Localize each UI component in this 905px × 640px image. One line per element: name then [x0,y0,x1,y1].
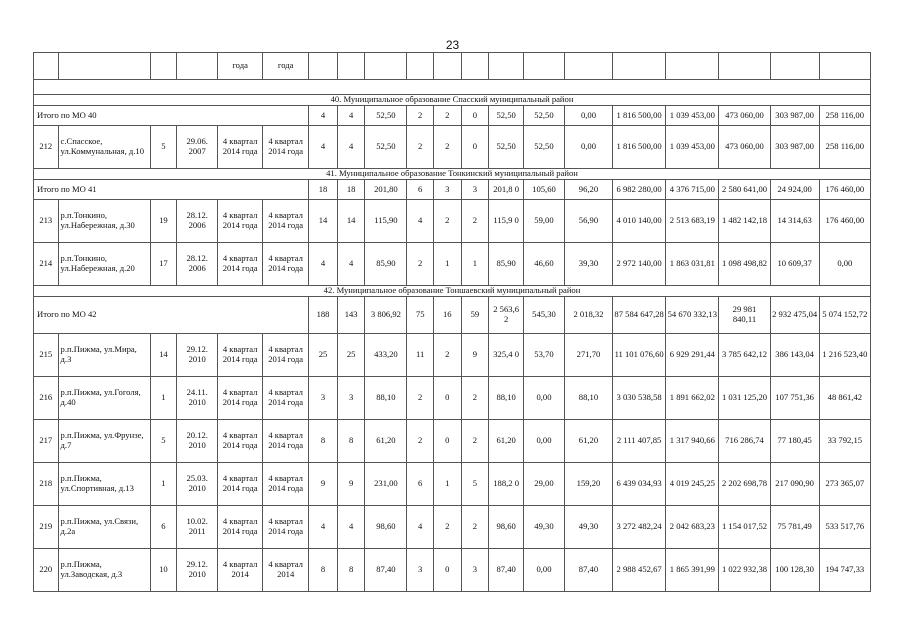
total-cell: 2 563,6 2 [489,297,524,334]
table-cell: 1 317 940,66 [666,420,719,463]
table-cell: 61,20 [489,420,524,463]
section-title: 40. Муниципальное образование Спасский муниципальный район [34,95,871,106]
table-cell: 159,20 [564,463,612,506]
total-cell: 1 039 453,00 [666,106,719,126]
table-cell: 303 987,00 [770,126,819,169]
total-cell: 303 987,00 [770,106,819,126]
date-cell: 10.02. 2011 [177,506,218,549]
row-number: 216 [34,377,59,420]
table-cell: 85,90 [365,243,407,286]
table-body [34,53,871,592]
table-cell: 48 861,42 [819,377,870,420]
table-cell: 9 [309,463,338,506]
table-cell: 2 972 140,00 [613,243,666,286]
total-cell: 1 816 500,00 [613,106,666,126]
table-cell: 115,9 0 [489,200,524,243]
total-cell: 201,80 [365,180,407,200]
address-cell: р.п.Пижма, ул.Фрунзе, д.7 [58,420,150,463]
table-cell: 2 [407,126,434,169]
table-cell: 8 [337,549,365,592]
table-cell: 11 [407,334,434,377]
table-cell: 1 891 662,02 [666,377,719,420]
table-cell: 2 [461,200,489,243]
total-cell: 5 074 152,72 [819,297,870,334]
table-cell: 0,00 [564,126,612,169]
total-cell: 75 [407,297,434,334]
total-label: Итого по МО 41 [34,180,309,200]
table-row [34,463,871,506]
table-cell: 3 [461,549,489,592]
row-number: 217 [34,420,59,463]
table-cell: 107 751,36 [770,377,819,420]
table-cell: 2 [407,420,434,463]
total-cell: 0 [461,106,489,126]
deadline-cell: 4 квартал 2014 года [218,377,263,420]
deadline-cell: 4 квартал 2014 года [218,463,263,506]
table-cell: 4 [407,506,434,549]
table-cell: 52,50 [365,126,407,169]
total-cell: 4 [337,106,365,126]
table-cell: 231,00 [365,463,407,506]
table-cell: 433,20 [365,334,407,377]
table-cell: 2 [433,126,461,169]
page-number: 23 [445,38,460,52]
table-cell: 25 [309,334,338,377]
table-cell: 2 042 683,23 [666,506,719,549]
table-cell: 2 202 698,78 [719,463,770,506]
table-cell: 2 513 683,19 [666,200,719,243]
table-cell: 46,60 [524,243,565,286]
table-cell: 2 [407,243,434,286]
total-cell: 87 584 647,28 [613,297,666,334]
date-cell: 24.11. 2010 [177,377,218,420]
table-cell: 0 [433,549,461,592]
deadline-cell: 4 квартал 2014 года [263,243,309,286]
table-cell: 1 482 142,18 [719,200,770,243]
table-cell: 1 216 523,40 [819,334,870,377]
table-cell: 1 154 017,52 [719,506,770,549]
total-cell: 6 [407,180,434,200]
table-cell: 1 865 391,99 [666,549,719,592]
table-cell: 1 [150,377,177,420]
address-cell: р.п.Пижма, ул.Гоголя, д.40 [58,377,150,420]
table-cell: 5 [150,420,177,463]
address-cell: р.п.Тонкино, ул.Набережная, д.20 [58,243,150,286]
table-cell: 33 792,15 [819,420,870,463]
address-cell: р.п.Пижма, ул.Заводская, д.3 [58,549,150,592]
table-cell: 4 [309,126,338,169]
table-cell: 8 [337,420,365,463]
row-number: 212 [34,126,59,169]
total-cell: 258 116,00 [819,106,870,126]
table-cell: 217 090,90 [770,463,819,506]
table-cell: 0,00 [819,243,870,286]
table-cell: 25 [337,334,365,377]
table-cell: 0,00 [524,377,565,420]
table-cell: 6 [150,506,177,549]
table-cell: 4 [337,506,365,549]
table-cell: 8 [309,420,338,463]
table-cell: 1 [150,463,177,506]
table-cell: 56,90 [564,200,612,243]
table-cell: 1 [433,243,461,286]
spacer-row [34,80,871,95]
table-row [34,334,871,377]
table-cell: 52,50 [489,126,524,169]
date-cell: 25.03. 2010 [177,463,218,506]
address-cell: р.п.Пижма, ул.Мира, д.3 [58,334,150,377]
deadline-cell: 4 квартал 2014 года [218,420,263,463]
table-cell: 716 286,74 [719,420,770,463]
section-title-row [34,95,871,106]
table-cell: 1 022 932,38 [719,549,770,592]
deadline-cell: 4 квартал 2014 [218,549,263,592]
table-cell: 386 143,04 [770,334,819,377]
table-cell: 11 101 076,60 [613,334,666,377]
deadline-cell: 4 квартал 2014 года [263,334,309,377]
table-cell: 75 781,49 [770,506,819,549]
housing-register-table [33,52,871,592]
table-cell: 9 [337,463,365,506]
table-cell: 2 988 452,67 [613,549,666,592]
total-cell: 54 670 332,13 [666,297,719,334]
table-cell: 10 609,37 [770,243,819,286]
table-cell: 2 [433,334,461,377]
section-title-row [34,286,871,297]
total-cell: 3 806,92 [365,297,407,334]
total-cell: 4 376 715,00 [666,180,719,200]
table-cell: 2 [461,506,489,549]
table-cell: 29,00 [524,463,565,506]
table-cell: 88,10 [564,377,612,420]
table-cell: 1 863 031,81 [666,243,719,286]
table-cell: 14 314,63 [770,200,819,243]
table-cell: 4 [309,506,338,549]
table-cell: 533 517,76 [819,506,870,549]
table-cell: 4 010 140,00 [613,200,666,243]
section-total-row [34,180,871,200]
table-cell: 6 [407,463,434,506]
table-cell: 4 [337,126,365,169]
table-cell: 52,50 [524,126,565,169]
table-cell: 59,00 [524,200,565,243]
table-cell: 0 [433,420,461,463]
total-cell: 4 [309,106,338,126]
table-cell: 3 [337,377,365,420]
table-cell: 194 747,33 [819,549,870,592]
total-label: Итого по МО 40 [34,106,309,126]
table-cell: 100 128,30 [770,549,819,592]
total-cell: 18 [337,180,365,200]
table-cell: 0,00 [524,549,565,592]
row-number: 214 [34,243,59,286]
total-cell: 96,20 [564,180,612,200]
section-title: 41. Муниципальное образование Тонкинский муниципальный район [34,169,871,180]
total-cell: 2 580 641,00 [719,180,770,200]
table-row [34,377,871,420]
table-cell: 3 [407,549,434,592]
table-cell: 87,40 [564,549,612,592]
table-row [34,126,871,169]
table-cell: 1 098 498,82 [719,243,770,286]
table-cell: 39,30 [564,243,612,286]
table-cell: 88,10 [365,377,407,420]
table-cell: 6 439 034,93 [613,463,666,506]
table-cell: 2 [433,506,461,549]
deadline-cell: 4 квартал 2014 [263,549,309,592]
table-row [34,549,871,592]
table-cell: 77 180,45 [770,420,819,463]
table-cell: 1 [433,463,461,506]
table-row [34,506,871,549]
section-total-row [34,297,871,334]
table-cell: 4 [337,243,365,286]
total-cell: 2 932 475,04 [770,297,819,334]
table-cell: 3 030 538,58 [613,377,666,420]
table-cell: 3 272 482,24 [613,506,666,549]
table-cell: 3 [309,377,338,420]
section-title-row [34,169,871,180]
table-cell: 2 [461,377,489,420]
table-cell: 87,40 [489,549,524,592]
table-cell: 10 [150,549,177,592]
date-cell: 29.06. 2007 [177,126,218,169]
table-cell: 98,60 [489,506,524,549]
table-cell: 61,20 [365,420,407,463]
total-cell: 545,30 [524,297,565,334]
total-cell: 59 [461,297,489,334]
header-continuation-row [34,53,871,80]
date-cell: 20.12. 2010 [177,420,218,463]
table-cell: 3 785 642,12 [719,334,770,377]
table-cell: 17 [150,243,177,286]
deadline-cell: 4 квартал 2014 года [218,126,263,169]
table-cell: 8 [309,549,338,592]
total-cell: 52,50 [489,106,524,126]
deadline-cell: 4 квартал 2014 года [218,200,263,243]
table-cell: 1 039 453,00 [666,126,719,169]
table-cell: 61,20 [564,420,612,463]
table-cell: 14 [150,334,177,377]
row-number: 213 [34,200,59,243]
table-cell: 0,00 [524,420,565,463]
address-cell: р.п.Тонкино, ул.Набережная, д.30 [58,200,150,243]
total-label: Итого по МО 42 [34,297,309,334]
table-cell: 88,10 [489,377,524,420]
table-cell: 85,90 [489,243,524,286]
total-cell: 2 [407,106,434,126]
table-cell: 53,70 [524,334,565,377]
table-cell: 6 929 291,44 [666,334,719,377]
table-cell: 258 116,00 [819,126,870,169]
table-cell: 0 [433,377,461,420]
total-cell: 6 982 280,00 [613,180,666,200]
total-cell: 52,50 [524,106,565,126]
total-cell: 2 [433,106,461,126]
total-cell: 2 018,32 [564,297,612,334]
total-cell: 201,8 0 [489,180,524,200]
table-row [34,420,871,463]
section-total-row [34,106,871,126]
total-cell: 24 924,00 [770,180,819,200]
table-cell: 5 [461,463,489,506]
total-cell: 176 460,00 [819,180,870,200]
deadline-cell: 4 квартал 2014 года [263,200,309,243]
total-cell: 473 060,00 [719,106,770,126]
table-cell: 176 460,00 [819,200,870,243]
table-cell: 1 [461,243,489,286]
date-cell: 29.12. 2010 [177,334,218,377]
total-cell: 143 [337,297,365,334]
table-cell: 49,30 [564,506,612,549]
deadline-cell: 4 квартал 2014 года [263,126,309,169]
table-cell: 2 [461,420,489,463]
section-title: 42. Муниципальное образование Тоншаевский муниципальный район [34,286,871,297]
row-number: 219 [34,506,59,549]
table-cell: 4 019 245,25 [666,463,719,506]
address-cell: р.п.Пижма, ул.Связи, д.2а [58,506,150,549]
table-cell: 115,90 [365,200,407,243]
table-cell: 4 [309,243,338,286]
deadline-cell: 4 квартал 2014 года [218,506,263,549]
table-cell: 271,70 [564,334,612,377]
deadline-cell: 4 квартал 2014 года [263,506,309,549]
total-cell: 3 [461,180,489,200]
total-cell: 18 [309,180,338,200]
table-row [34,200,871,243]
table-cell: 0 [461,126,489,169]
total-cell: 52,50 [365,106,407,126]
table-cell: 19 [150,200,177,243]
table-cell: 87,40 [365,549,407,592]
header-cell: года [263,53,309,80]
total-cell: 3 [433,180,461,200]
deadline-cell: 4 квартал 2014 года [263,463,309,506]
table-row [34,243,871,286]
table-cell: 273 365,07 [819,463,870,506]
deadline-cell: 4 квартал 2014 года [218,334,263,377]
total-cell: 0,00 [564,106,612,126]
table-cell: 4 [407,200,434,243]
address-cell: р.п.Пижма, ул.Спортивная, д.13 [58,463,150,506]
date-cell: 28.12. 2006 [177,200,218,243]
deadline-cell: 4 квартал 2014 года [263,377,309,420]
table-cell: 2 [407,377,434,420]
total-cell: 29 981 840,11 [719,297,770,334]
table-cell: 2 111 407,85 [613,420,666,463]
header-cell: года [218,53,263,80]
row-number: 220 [34,549,59,592]
table-cell: 5 [150,126,177,169]
table-cell: 1 816 500,00 [613,126,666,169]
deadline-cell: 4 квартал 2014 года [263,420,309,463]
table-cell: 49,30 [524,506,565,549]
address-cell: с.Спасское, ул.Коммунальная, д.10 [58,126,150,169]
table-cell: 2 [433,200,461,243]
table-cell: 14 [309,200,338,243]
total-cell: 188 [309,297,338,334]
table-cell: 98,60 [365,506,407,549]
date-cell: 28.12. 2006 [177,243,218,286]
table-cell: 325,4 0 [489,334,524,377]
row-number: 218 [34,463,59,506]
date-cell: 29.12. 2010 [177,549,218,592]
table-cell: 473 060,00 [719,126,770,169]
table-cell: 9 [461,334,489,377]
table-cell: 1 031 125,20 [719,377,770,420]
deadline-cell: 4 квартал 2014 года [218,243,263,286]
total-cell: 16 [433,297,461,334]
table-cell: 14 [337,200,365,243]
row-number: 215 [34,334,59,377]
table-cell: 188,2 0 [489,463,524,506]
total-cell: 105,60 [524,180,565,200]
